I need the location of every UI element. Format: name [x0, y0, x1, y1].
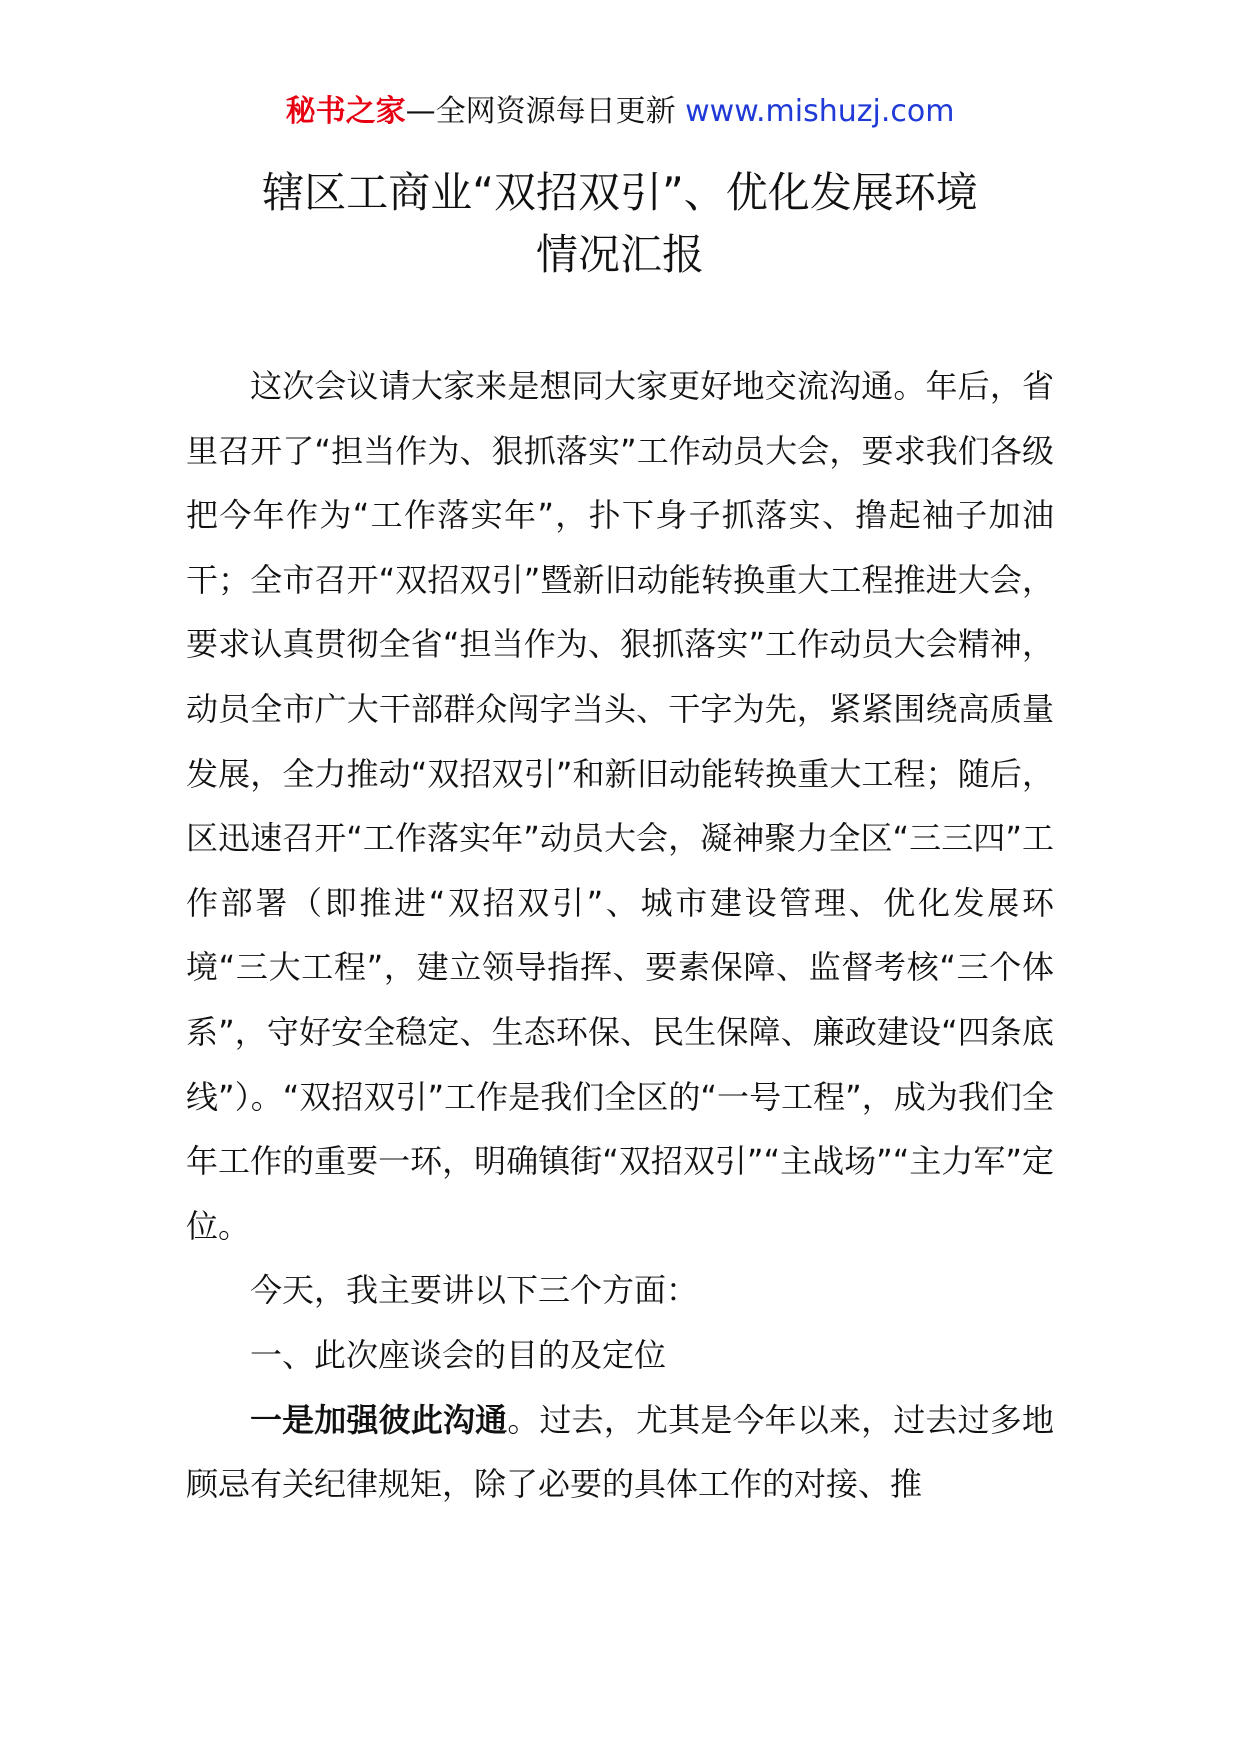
brand-name: 秘书之家	[285, 94, 406, 129]
point-1-heading: 一是加强彼此沟通	[250, 1400, 508, 1439]
header-slogan: —全网资源每日更新	[405, 94, 676, 129]
title-line-1: 辖区工商业“双招双引”、优化发展环境	[262, 168, 978, 217]
site-header	[0, 92, 1240, 132]
paragraph-outline: 今天，我主要讲以下三个方面：	[250, 1271, 699, 1310]
section-heading: 一、此次座谈会的目的及定位	[250, 1335, 667, 1374]
paragraph-point-1	[186, 1388, 1054, 1517]
site-url-link[interactable]: www.mishuzj.com	[685, 94, 955, 129]
document-body	[186, 354, 1054, 1517]
point-1-text: 。过去，尤其是今年以来，过去过多地顾忌有关纪律规矩，除了必要的具体工作的对接、推	[186, 1400, 1054, 1504]
document-title	[0, 162, 1240, 286]
title-line-2: 情况汇报	[535, 230, 704, 279]
paragraph-intro: 这次会议请大家来是想同大家更好地交流沟通。年后，省里召开了“担当作为、狠抓落实”工作动员大会，要求我们各级把今年作为“工作落实年”，扑下身子抓落实、撸起袖子加油干；全市召开“双招双引”暨新旧动能转换重大工程推进大会，要求认真贯彻全省“担当作为、狠抓落实”工作动员大会精神，动员全市广大干部群众闯字当头、干字为先，紧紧围绕高质量发展，全力推动“双招双引”和新旧动能转换重大工程；随后，区迅速召开“工作落实年”动员大会，凝神聚力全区“三三四”工作部署（即推进“双招双引”、城市建设管理、优化发展环境“三大工程”，建立领导指挥、要素保障、监督考核“三个体系”，守好安全稳定、生态环保、民生保障、廉政建设“四条底线”）。“双招双引”工作是我们全区的“一号工程”，成为我们全年工作的重要一环，明确镇街“双招双引”“主战场”“主力军”定位。	[186, 367, 1054, 1245]
